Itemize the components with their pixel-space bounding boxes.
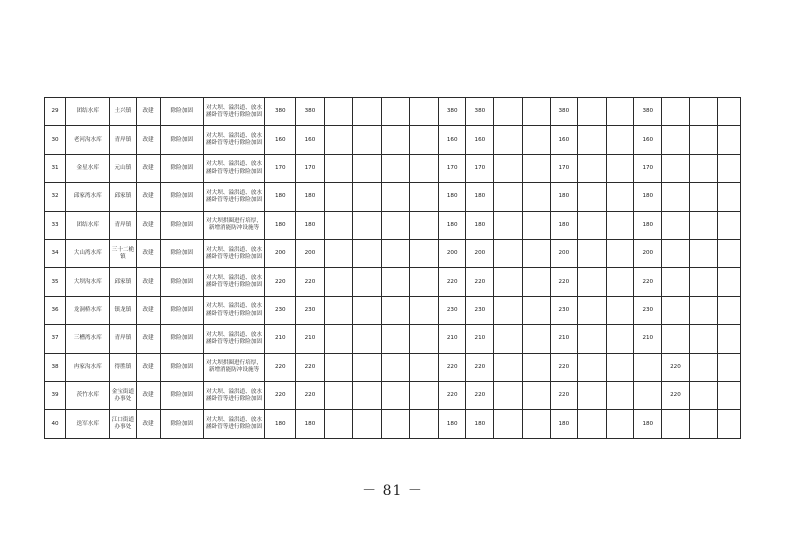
col-15-cell — [717, 410, 740, 439]
col-6-cell: 200 — [466, 240, 494, 268]
col-1-cell — [324, 240, 352, 268]
total-investment-cell: 180 — [265, 410, 296, 439]
construction-type-cell: 改建 — [136, 325, 160, 353]
col-15-cell — [717, 353, 740, 381]
col-1-cell — [324, 183, 352, 211]
work-content-cell: 对大坝、溢洪道、放水涵卧管等进行除险加固 — [203, 382, 264, 410]
col-12-cell: 180 — [634, 211, 662, 239]
total-investment-cell: 180 — [265, 183, 296, 211]
col-6-cell: 380 — [466, 98, 494, 126]
col-2-cell — [352, 126, 381, 154]
row-number-cell: 36 — [45, 296, 66, 324]
col-7-cell — [494, 154, 522, 182]
work-content-cell: 对大坝、溢洪道、放水涵卧管等进行除险加固 — [203, 98, 264, 126]
table-row — [45, 410, 741, 439]
work-content-cell: 对大坝拱圈进行培厚，新增消能防冲设施等 — [203, 211, 264, 239]
col-5-cell: 180 — [439, 410, 466, 439]
subtotal-investment-cell: 220 — [296, 382, 324, 410]
total-investment-cell: 220 — [265, 353, 296, 381]
construction-type-cell: 改建 — [136, 268, 160, 296]
project-category-cell: 除险加固 — [160, 126, 203, 154]
col-4-cell — [410, 268, 439, 296]
col-1-cell — [324, 410, 352, 439]
col-9-cell: 170 — [550, 154, 577, 182]
col-1-cell — [324, 98, 352, 126]
project-category-cell: 除险加固 — [160, 240, 203, 268]
col-9-cell: 220 — [550, 268, 577, 296]
col-1-cell — [324, 382, 352, 410]
col-9-cell: 160 — [550, 126, 577, 154]
col-7-cell — [494, 325, 522, 353]
col-13-cell — [662, 410, 689, 439]
col-8-cell — [522, 126, 550, 154]
row-number-cell: 38 — [45, 353, 66, 381]
total-investment-cell: 220 — [265, 382, 296, 410]
col-15-cell — [717, 98, 740, 126]
col-5-cell: 180 — [439, 211, 466, 239]
project-category-cell: 除险加固 — [160, 325, 203, 353]
col-14-cell — [689, 183, 717, 211]
col-12-cell: 230 — [634, 296, 662, 324]
col-7-cell — [494, 382, 522, 410]
col-9-cell: 210 — [550, 325, 577, 353]
row-number-cell: 29 — [45, 98, 66, 126]
col-12-cell: 180 — [634, 410, 662, 439]
col-10-cell — [577, 98, 606, 126]
col-6-cell: 170 — [466, 154, 494, 182]
col-12-cell: 180 — [634, 183, 662, 211]
col-3-cell — [381, 296, 409, 324]
col-10-cell — [577, 353, 606, 381]
township-cell: 邱家镇 — [110, 268, 136, 296]
row-number-cell: 30 — [45, 126, 66, 154]
col-14-cell — [689, 98, 717, 126]
col-5-cell: 220 — [439, 268, 466, 296]
col-11-cell — [607, 240, 634, 268]
col-7-cell — [494, 98, 522, 126]
col-9-cell: 180 — [550, 183, 577, 211]
col-15-cell — [717, 240, 740, 268]
col-10-cell — [577, 268, 606, 296]
project-category-cell: 除险加固 — [160, 98, 203, 126]
table-row — [45, 126, 741, 154]
col-9-cell: 180 — [550, 211, 577, 239]
township-cell: 青岸镇 — [110, 325, 136, 353]
col-6-cell: 160 — [466, 126, 494, 154]
reservoir-name-cell: 团结水库 — [66, 211, 110, 239]
reservoir-name-cell: 冉家沟水库 — [66, 353, 110, 381]
col-2-cell — [352, 382, 381, 410]
col-8-cell — [522, 183, 550, 211]
col-15-cell — [717, 126, 740, 154]
col-8-cell — [522, 211, 550, 239]
col-9-cell: 200 — [550, 240, 577, 268]
township-cell: 邱家镇 — [110, 183, 136, 211]
table-row — [45, 325, 741, 353]
col-1-cell — [324, 296, 352, 324]
table-row — [45, 353, 741, 381]
work-content-cell: 对大坝、溢洪道、放水涵卧管等进行除险加固 — [203, 240, 264, 268]
col-4-cell — [410, 126, 439, 154]
col-3-cell — [381, 126, 409, 154]
col-13-cell — [662, 268, 689, 296]
col-11-cell — [607, 353, 634, 381]
reservoir-name-cell: 龙洞桥水库 — [66, 296, 110, 324]
col-8-cell — [522, 268, 550, 296]
col-14-cell — [689, 211, 717, 239]
construction-type-cell: 改建 — [136, 183, 160, 211]
col-9-cell: 220 — [550, 382, 577, 410]
col-14-cell — [689, 410, 717, 439]
col-1-cell — [324, 325, 352, 353]
col-2-cell — [352, 325, 381, 353]
reservoir-project-table — [44, 97, 741, 439]
subtotal-investment-cell: 180 — [296, 183, 324, 211]
project-category-cell: 除险加固 — [160, 268, 203, 296]
col-1-cell — [324, 353, 352, 381]
col-4-cell — [410, 410, 439, 439]
project-category-cell: 除险加固 — [160, 183, 203, 211]
table-row — [45, 183, 741, 211]
col-6-cell: 180 — [466, 211, 494, 239]
row-number-cell: 35 — [45, 268, 66, 296]
total-investment-cell: 170 — [265, 154, 296, 182]
construction-type-cell: 改建 — [136, 410, 160, 439]
col-2-cell — [352, 268, 381, 296]
construction-type-cell: 改建 — [136, 240, 160, 268]
construction-type-cell: 改建 — [136, 211, 160, 239]
col-14-cell — [689, 325, 717, 353]
reservoir-name-cell: 大山湾水库 — [66, 240, 110, 268]
reservoir-name-cell: 团结水库 — [66, 98, 110, 126]
col-7-cell — [494, 183, 522, 211]
col-3-cell — [381, 98, 409, 126]
reservoir-name-cell: 迭军水库 — [66, 410, 110, 439]
col-2-cell — [352, 183, 381, 211]
subtotal-investment-cell: 170 — [296, 154, 324, 182]
col-4-cell — [410, 183, 439, 211]
col-13-cell — [662, 98, 689, 126]
township-cell: 江口街道办事处 — [110, 410, 136, 439]
col-8-cell — [522, 154, 550, 182]
col-11-cell — [607, 268, 634, 296]
work-content-cell: 对大坝、溢洪道、放水涵卧管等进行除险加固 — [203, 296, 264, 324]
col-7-cell — [494, 296, 522, 324]
reservoir-name-cell: 金星水库 — [66, 154, 110, 182]
work-content-cell: 对大坝、溢洪道、放水涵卧管等进行除险加固 — [203, 183, 264, 211]
col-8-cell — [522, 296, 550, 324]
subtotal-investment-cell: 200 — [296, 240, 324, 268]
col-2-cell — [352, 211, 381, 239]
col-6-cell: 230 — [466, 296, 494, 324]
col-14-cell — [689, 240, 717, 268]
work-content-cell: 对大坝、溢洪道、放水涵卧管等进行除险加固 — [203, 325, 264, 353]
reservoir-name-cell: 邱家湾水库 — [66, 183, 110, 211]
col-2-cell — [352, 410, 381, 439]
row-number-cell: 37 — [45, 325, 66, 353]
work-content-cell: 对大坝拱圈进行培厚，新增消能防冲设施等 — [203, 353, 264, 381]
col-6-cell: 220 — [466, 382, 494, 410]
col-4-cell — [410, 154, 439, 182]
col-11-cell — [607, 382, 634, 410]
col-11-cell — [607, 296, 634, 324]
col-9-cell: 220 — [550, 353, 577, 381]
reservoir-name-cell: 老河沟水库 — [66, 126, 110, 154]
total-investment-cell: 160 — [265, 126, 296, 154]
project-category-cell: 除险加固 — [160, 382, 203, 410]
col-5-cell: 160 — [439, 126, 466, 154]
total-investment-cell: 180 — [265, 211, 296, 239]
total-investment-cell: 220 — [265, 268, 296, 296]
col-10-cell — [577, 154, 606, 182]
table-row — [45, 268, 741, 296]
col-8-cell — [522, 325, 550, 353]
work-content-cell: 对大坝、溢洪道、放水涵卧管等进行除险加固 — [203, 154, 264, 182]
project-category-cell: 除险加固 — [160, 154, 203, 182]
table-body — [45, 98, 741, 439]
reservoir-name-cell: 三槽湾水库 — [66, 325, 110, 353]
work-content-cell: 对大坝、溢洪道、放水涵卧管等进行除险加固 — [203, 410, 264, 439]
col-3-cell — [381, 268, 409, 296]
work-content-cell: 对大坝、溢洪道、放水涵卧管等进行除险加固 — [203, 268, 264, 296]
col-11-cell — [607, 98, 634, 126]
page-number: － 81 － — [362, 483, 423, 499]
col-11-cell — [607, 154, 634, 182]
work-content-cell: 对大坝、溢洪道、放水涵卧管等进行除险加固 — [203, 126, 264, 154]
subtotal-investment-cell: 230 — [296, 296, 324, 324]
col-13-cell — [662, 126, 689, 154]
col-5-cell: 220 — [439, 353, 466, 381]
project-category-cell: 除险加固 — [160, 296, 203, 324]
row-number-cell: 40 — [45, 410, 66, 439]
col-9-cell: 380 — [550, 98, 577, 126]
col-12-cell: 160 — [634, 126, 662, 154]
col-11-cell — [607, 126, 634, 154]
col-10-cell — [577, 211, 606, 239]
col-10-cell — [577, 382, 606, 410]
col-11-cell — [607, 211, 634, 239]
col-10-cell — [577, 296, 606, 324]
col-15-cell — [717, 325, 740, 353]
col-11-cell — [607, 325, 634, 353]
row-number-cell: 34 — [45, 240, 66, 268]
col-3-cell — [381, 211, 409, 239]
col-7-cell — [494, 126, 522, 154]
township-cell: 三十二桅镇 — [110, 240, 136, 268]
col-14-cell — [689, 154, 717, 182]
table-row — [45, 154, 741, 182]
col-7-cell — [494, 211, 522, 239]
col-6-cell: 180 — [466, 410, 494, 439]
col-10-cell — [577, 410, 606, 439]
col-3-cell — [381, 183, 409, 211]
col-9-cell: 180 — [550, 410, 577, 439]
township-cell: 镇龙镇 — [110, 296, 136, 324]
col-11-cell — [607, 183, 634, 211]
table-row — [45, 382, 741, 410]
row-number-cell: 32 — [45, 183, 66, 211]
construction-type-cell: 改建 — [136, 353, 160, 381]
total-investment-cell: 210 — [265, 325, 296, 353]
col-13-cell: 220 — [662, 353, 689, 381]
col-1-cell — [324, 211, 352, 239]
township-cell: 青岸镇 — [110, 211, 136, 239]
col-4-cell — [410, 325, 439, 353]
col-12-cell — [634, 353, 662, 381]
col-1-cell — [324, 268, 352, 296]
col-9-cell: 230 — [550, 296, 577, 324]
col-8-cell — [522, 382, 550, 410]
subtotal-investment-cell: 220 — [296, 353, 324, 381]
construction-type-cell: 改建 — [136, 296, 160, 324]
table-row — [45, 98, 741, 126]
township-cell: 青岸镇 — [110, 126, 136, 154]
table-row — [45, 211, 741, 239]
subtotal-investment-cell: 160 — [296, 126, 324, 154]
col-5-cell: 220 — [439, 382, 466, 410]
col-10-cell — [577, 183, 606, 211]
col-7-cell — [494, 353, 522, 381]
col-10-cell — [577, 240, 606, 268]
col-15-cell — [717, 268, 740, 296]
col-12-cell: 220 — [634, 268, 662, 296]
col-15-cell — [717, 154, 740, 182]
col-14-cell — [689, 353, 717, 381]
col-5-cell: 230 — [439, 296, 466, 324]
col-4-cell — [410, 382, 439, 410]
col-12-cell: 170 — [634, 154, 662, 182]
col-15-cell — [717, 382, 740, 410]
row-number-cell: 33 — [45, 211, 66, 239]
col-3-cell — [381, 382, 409, 410]
total-investment-cell: 230 — [265, 296, 296, 324]
township-cell: 土兴镇 — [110, 98, 136, 126]
col-13-cell — [662, 183, 689, 211]
col-1-cell — [324, 154, 352, 182]
col-10-cell — [577, 126, 606, 154]
col-14-cell — [689, 268, 717, 296]
col-8-cell — [522, 353, 550, 381]
col-15-cell — [717, 183, 740, 211]
col-5-cell: 380 — [439, 98, 466, 126]
col-13-cell — [662, 240, 689, 268]
township-cell: 金宝街道办事处 — [110, 382, 136, 410]
col-13-cell — [662, 325, 689, 353]
col-12-cell: 200 — [634, 240, 662, 268]
subtotal-investment-cell: 220 — [296, 268, 324, 296]
total-investment-cell: 380 — [265, 98, 296, 126]
project-category-cell: 除险加固 — [160, 353, 203, 381]
col-3-cell — [381, 353, 409, 381]
subtotal-investment-cell: 180 — [296, 410, 324, 439]
col-14-cell — [689, 382, 717, 410]
col-7-cell — [494, 240, 522, 268]
row-number-cell: 31 — [45, 154, 66, 182]
col-14-cell — [689, 296, 717, 324]
col-4-cell — [410, 211, 439, 239]
total-investment-cell: 200 — [265, 240, 296, 268]
reservoir-name-cell: 大坝沟水库 — [66, 268, 110, 296]
col-4-cell — [410, 353, 439, 381]
col-2-cell — [352, 296, 381, 324]
col-13-cell — [662, 211, 689, 239]
col-6-cell: 180 — [466, 183, 494, 211]
table-row — [45, 240, 741, 268]
col-12-cell: 380 — [634, 98, 662, 126]
col-3-cell — [381, 410, 409, 439]
col-13-cell — [662, 296, 689, 324]
col-1-cell — [324, 126, 352, 154]
col-3-cell — [381, 325, 409, 353]
col-2-cell — [352, 353, 381, 381]
col-4-cell — [410, 98, 439, 126]
subtotal-investment-cell: 210 — [296, 325, 324, 353]
col-4-cell — [410, 240, 439, 268]
col-13-cell: 220 — [662, 382, 689, 410]
col-8-cell — [522, 410, 550, 439]
row-number-cell: 39 — [45, 382, 66, 410]
col-12-cell: 210 — [634, 325, 662, 353]
col-5-cell: 200 — [439, 240, 466, 268]
township-cell: 元山镇 — [110, 154, 136, 182]
col-2-cell — [352, 240, 381, 268]
col-15-cell — [717, 211, 740, 239]
subtotal-investment-cell: 380 — [296, 98, 324, 126]
col-12-cell — [634, 382, 662, 410]
col-6-cell: 220 — [466, 353, 494, 381]
construction-type-cell: 改建 — [136, 154, 160, 182]
col-14-cell — [689, 126, 717, 154]
reservoir-name-cell: 茨竹水库 — [66, 382, 110, 410]
construction-type-cell: 改建 — [136, 126, 160, 154]
col-11-cell — [607, 410, 634, 439]
project-category-cell: 除险加固 — [160, 410, 203, 439]
col-3-cell — [381, 240, 409, 268]
township-cell: 得胜镇 — [110, 353, 136, 381]
table-row — [45, 296, 741, 324]
col-2-cell — [352, 154, 381, 182]
col-6-cell: 210 — [466, 325, 494, 353]
col-4-cell — [410, 296, 439, 324]
col-8-cell — [522, 240, 550, 268]
col-15-cell — [717, 296, 740, 324]
subtotal-investment-cell: 180 — [296, 211, 324, 239]
col-6-cell: 220 — [466, 268, 494, 296]
construction-type-cell: 改建 — [136, 382, 160, 410]
col-3-cell — [381, 154, 409, 182]
col-8-cell — [522, 98, 550, 126]
col-7-cell — [494, 268, 522, 296]
col-13-cell — [662, 154, 689, 182]
col-5-cell: 210 — [439, 325, 466, 353]
col-7-cell — [494, 410, 522, 439]
col-2-cell — [352, 98, 381, 126]
project-category-cell: 除险加固 — [160, 211, 203, 239]
col-10-cell — [577, 325, 606, 353]
construction-type-cell: 改建 — [136, 98, 160, 126]
col-5-cell: 170 — [439, 154, 466, 182]
col-5-cell: 180 — [439, 183, 466, 211]
